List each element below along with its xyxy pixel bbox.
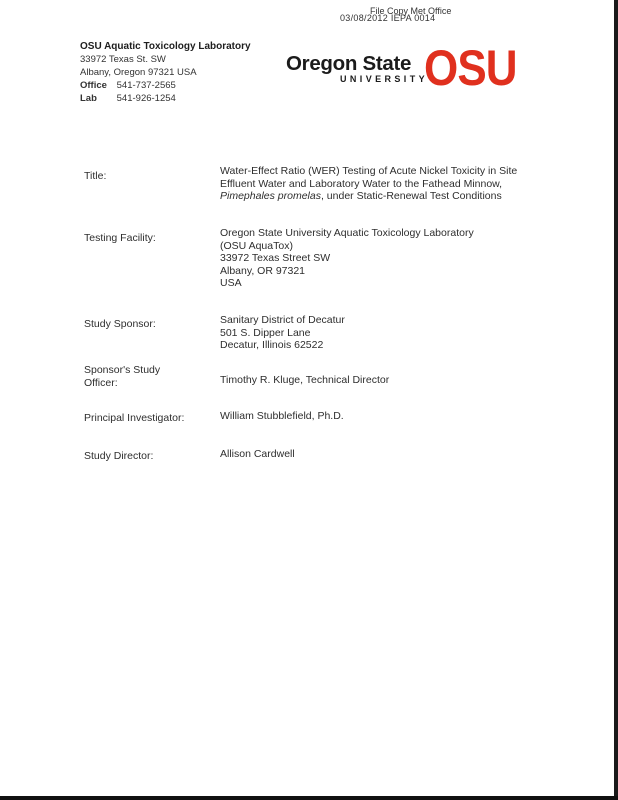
facility-line: Albany, OR 97321 [220, 264, 306, 277]
sponsor-line: Decatur, Illinois 62522 [220, 339, 324, 351]
sponsor-value [220, 314, 540, 352]
office-phone-row [80, 79, 251, 92]
lab-address-block [80, 40, 251, 105]
lab-phone: 541-926-1254 [116, 93, 176, 104]
officer-label [84, 364, 214, 389]
stamp-line-2: 03/08/2012 IEPA 0014 [340, 13, 436, 23]
species-name: Pimephales promelas [220, 190, 321, 202]
file-stamp [340, 6, 490, 24]
officer-label-line-2: Officer: [84, 376, 118, 389]
facility-value [220, 227, 540, 290]
title-label: Title: [84, 170, 107, 182]
scan-edge-right [614, 0, 618, 800]
sponsor-label: Study Sponsor: [84, 318, 156, 330]
facility-line: 33972 Texas Street SW [220, 252, 331, 264]
office-label: Office [80, 80, 107, 91]
office-phone: 541-737-2565 [116, 80, 176, 91]
lab-label: Lab [80, 93, 97, 104]
logo-subtitle: UNIVERSITY [340, 74, 429, 84]
stamp-line-1: File Copy Met Office [370, 6, 452, 16]
lab-phone-row [80, 92, 251, 105]
title-value [220, 165, 540, 203]
lab-street: 33972 Texas St. SW [80, 54, 166, 65]
osu-logo [286, 40, 526, 96]
lab-city: Albany, Oregon 97321 USA [80, 67, 197, 78]
sponsor-line: 501 S. Dipper Lane [220, 326, 311, 339]
title-line-2: Effluent Water and Laboratory Water to the Fathead Minnow, [220, 177, 503, 190]
logo-mark: OSU [424, 40, 517, 96]
logo-wordmark: Oregon State [286, 52, 412, 75]
officer-value: Timothy R. Kluge, Technical Director [220, 374, 390, 386]
facility-line: (OSU AquaTox) [220, 239, 293, 252]
facility-label: Testing Facility: [84, 232, 156, 244]
facility-line: USA [220, 277, 242, 289]
sponsor-line: Sanitary District of Decatur [220, 314, 345, 326]
director-value: Allison Cardwell [220, 448, 295, 460]
officer-label-line-1: Sponsor's Study [84, 364, 161, 376]
pi-value: William Stubblefield, Ph.D. [220, 410, 344, 422]
title-line-1: Water-Effect Ratio (WER) Testing of Acute Nickel Toxicity in Site [220, 165, 518, 177]
lab-name: OSU Aquatic Toxicology Laboratory [80, 41, 251, 52]
director-label: Study Director: [84, 450, 154, 462]
title-line-3-rest: , under Static-Renewal Test Conditions [320, 190, 502, 202]
title-line-3 [220, 190, 540, 203]
scan-edge-bottom [0, 796, 618, 800]
pi-label: Principal Investigator: [84, 412, 185, 424]
facility-line: Oregon State University Aquatic Toxicology Laboratory [220, 227, 474, 239]
